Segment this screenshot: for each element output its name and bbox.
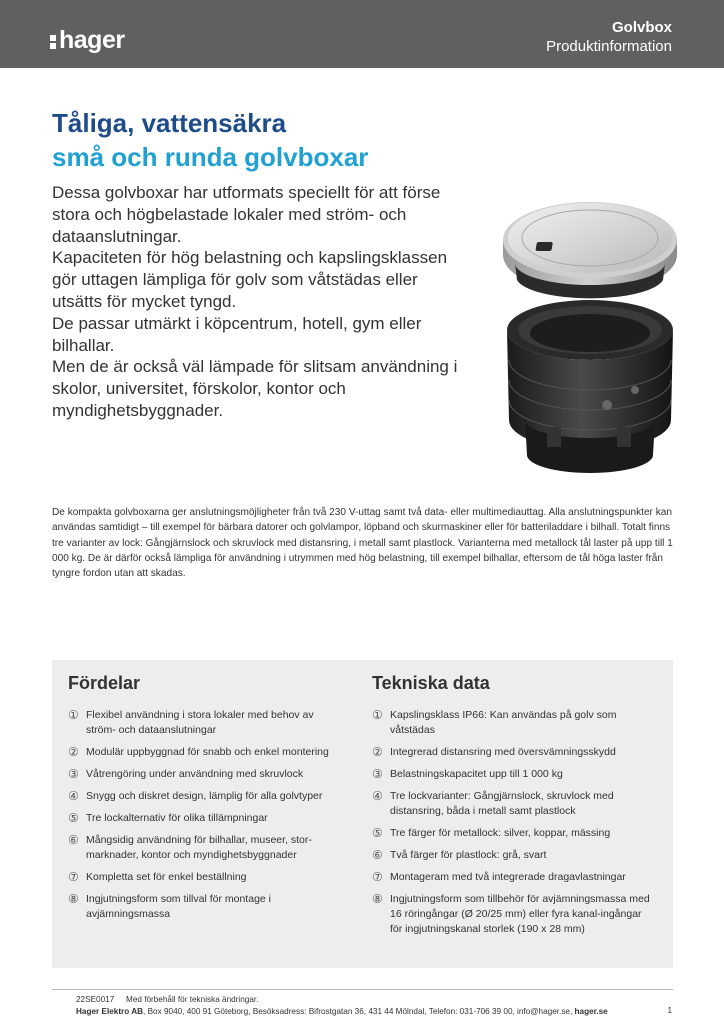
list-text: Modulär uppbyggnad för snabb och enkel montering <box>86 746 329 758</box>
list-item <box>68 789 346 804</box>
list-text: Ingjutningsform som tillval för montage i avjämningsmassa <box>86 893 271 920</box>
footer-company: Hager Elektro AB <box>76 1007 144 1016</box>
list-item <box>372 826 650 841</box>
list-item <box>372 789 650 819</box>
list-text: Integrerad distansring med översvämningsskydd <box>390 746 616 758</box>
list-number: ③ <box>68 767 79 781</box>
logo-mark-icon <box>50 33 56 49</box>
list-number: ① <box>372 708 383 722</box>
header-title: Golvbox <box>611 19 672 36</box>
footer-disclaimer: Med förbehåll för tekniska ändringar. <box>126 995 259 1004</box>
fordelar-section <box>68 672 346 929</box>
list-item <box>68 892 346 922</box>
list-text: Tre lockalternativ för olika tillämpningar <box>86 812 268 824</box>
list-item <box>372 870 650 885</box>
list-text: Tre lockvarianter: Gångjärnslock, skruvlock med distansring, båda i metall samt plastlock <box>390 790 614 817</box>
list-number: ⑤ <box>68 811 79 825</box>
tekniska-list <box>372 708 650 937</box>
header-right <box>546 19 672 56</box>
header-subtitle: Produktinformation <box>546 38 672 55</box>
list-item <box>68 870 346 885</box>
list-item <box>68 767 346 782</box>
list-item <box>68 833 346 863</box>
info-panel <box>52 660 673 968</box>
list-number: ⑧ <box>68 892 79 906</box>
list-text: Snygg och diskret design, lämplig för alla golvtyper <box>86 790 323 802</box>
list-item <box>372 745 650 760</box>
hager-logo <box>50 26 125 55</box>
list-number: ④ <box>68 789 79 803</box>
list-number: ② <box>68 745 79 759</box>
footer-website[interactable]: hager.se <box>574 1007 608 1016</box>
tekniska-section <box>372 672 650 944</box>
list-item <box>372 892 650 937</box>
list-text: Mångsidig användning för bilhallar, museer, stor-marknader, kontor och myndighetsbyggnader <box>86 834 312 861</box>
list-text: Flexibel användning i stora lokaler med behov av ström- och dataanslutningar <box>86 709 314 736</box>
footer-line1 <box>76 994 676 1006</box>
headline-line1: Tåliga, vattensäkra <box>52 108 287 138</box>
list-item <box>372 767 650 782</box>
page-number: 1 <box>667 1006 672 1015</box>
footer-line2 <box>76 1006 676 1018</box>
list-text: Montageram med två integrerade dragavlastningar <box>390 871 626 883</box>
list-number: ③ <box>372 767 383 781</box>
fordelar-title: Fördelar <box>68 673 141 693</box>
list-number: ⑧ <box>372 892 383 906</box>
list-number: ② <box>372 745 383 759</box>
list-text: Tre färger för metallock: silver, koppar, mässing <box>390 827 611 839</box>
list-number: ⑤ <box>372 826 383 840</box>
product-image <box>495 185 685 475</box>
list-text: Kompletta set för enkel beställning <box>86 871 247 883</box>
list-text: Våtrengöring under användning med skruvlock <box>86 768 304 780</box>
page-header <box>0 0 724 68</box>
list-text: Kapslingsklass IP66: Kan användas på golv som våtstädas <box>390 709 617 736</box>
intro-text <box>52 182 472 422</box>
list-item <box>68 811 346 826</box>
headline-line2: små och runda golvboxar <box>52 142 369 172</box>
list-number: ⑦ <box>68 870 79 884</box>
list-number: ⑥ <box>68 833 79 847</box>
intro-paragraph: Men de är också väl lämpade för slitsam användning i skolor, universitet, förskolor, kontor och myndighetsbyggnader. <box>52 357 458 420</box>
list-text: Ingjutningsform som tillbehör för avjämningsmassa med 16 röringångar (Ø 20/25 mm) eller fyra kanal-ingångar för ingjutningskanal storlek (190 x 28 mm) <box>390 893 650 935</box>
floorbox-illustration <box>495 185 685 475</box>
page-footer <box>76 994 676 1018</box>
list-number: ④ <box>372 789 383 803</box>
list-item <box>68 745 346 760</box>
list-text: Två färger för plastlock: grå, svart <box>390 849 547 861</box>
footer-address: , Box 9040, 400 91 Göteborg, Besöksadress: Bifrostgatan 36, 431 44 Mölndal, Telefon: 031-706 39 00, info@hager.se, <box>143 1007 575 1016</box>
list-text: Belastningskapacitet upp till 1 000 kg <box>390 768 563 780</box>
intro-paragraph: De passar utmärkt i köpcentrum, hotell, gym eller bilhallar. <box>52 313 422 355</box>
list-item <box>68 708 346 738</box>
footer-ref: 22SE0017 <box>76 995 115 1004</box>
list-number: ⑦ <box>372 870 383 884</box>
list-item <box>372 848 650 863</box>
footer-divider <box>52 989 673 990</box>
fordelar-list <box>68 708 346 922</box>
list-number: ① <box>68 708 79 722</box>
tekniska-title: Tekniska data <box>372 673 490 693</box>
logo-text: hager <box>59 26 125 54</box>
description-paragraph: De kompakta golvboxarna ger anslutningsmöjligheter från två 230 V-uttag samt två data- eller multimediauttag. Alla anslutningspunkter kan användas samtidigt – till exempel för bärbara datorer och golvlampor, löpband och skurmaskiner eller för batteriladdare i bilhall. Totalt finns tre varianter av lock: Gångjärnslock och skruvlock med distansring, i metall samt plastlock. Varianterna med metallock tål laster på upp till 1 000 kg. De är därför också lämpliga för användning i utrymmen med hög belastning, till exempel bilhallar, eftersom de tål höga laster från tyngre fordon utan att skadas. <box>52 507 673 580</box>
list-number: ⑥ <box>372 848 383 862</box>
intro-paragraph: Dessa golvboxar har utformats speciellt för att förse stora och högbelastade lokaler med ström- och dataanslutningar. <box>52 183 441 246</box>
intro-paragraph: Kapaciteten för hög belastning och kapslingsklassen gör uttagen lämpliga för golv som våtstädas eller utsätts för mycket tyngd. <box>52 248 448 311</box>
list-item <box>372 708 650 738</box>
